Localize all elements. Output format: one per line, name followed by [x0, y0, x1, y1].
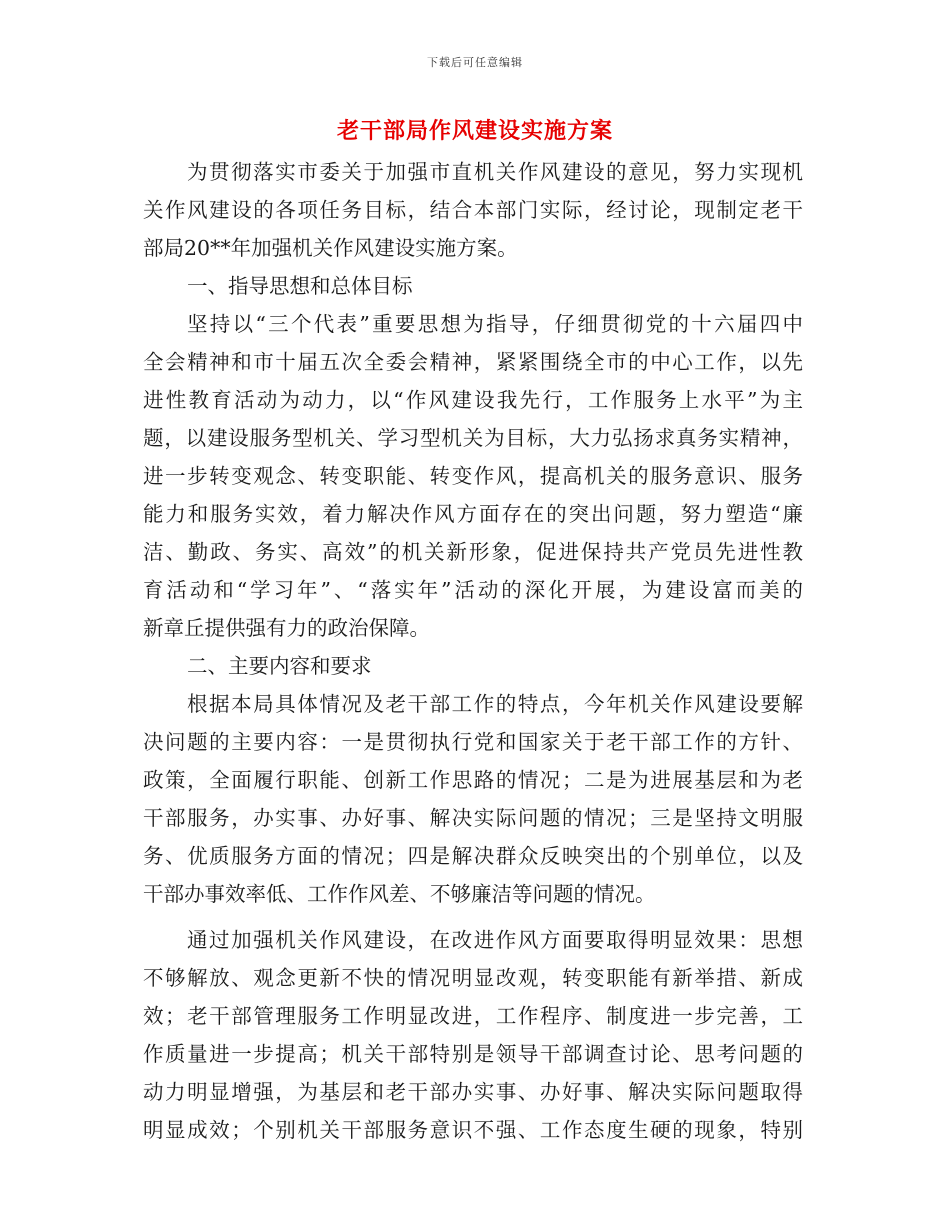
text-line: 新章丘提供强有力的政治保障。: [143, 616, 430, 640]
text-line: 关作风建设的各项任务目标，结合本部门实际，经讨论，现制定老干: [143, 198, 803, 222]
text-line: 明显成效；个别机关干部服务意识不强、工作态度生硬的现象，特别: [143, 1118, 803, 1142]
text-line: 效；老干部管理服务工作明显改进，工作程序、制度进一步完善，工: [143, 1004, 803, 1028]
document-body: [143, 153, 803, 1149]
section-heading: [143, 267, 803, 305]
paragraph: [143, 305, 803, 647]
text-line: 干部服务，办实事、办好事、解决实际问题的情况；三是坚持文明服: [143, 806, 803, 830]
text-line: 为贯彻落实市委关于加强市直机关作风建设的意见，努力实现机: [187, 160, 803, 184]
text-line: 全会精神和市十届五次全委会精神，紧紧围绕全市的中心工作，以先: [143, 350, 803, 374]
text-line: 通过加强机关作风建设，在改进作风方面要取得明显效果：思想: [187, 928, 803, 952]
paragraph: [143, 153, 803, 267]
text-line: 干部办事效率低、工作作风差、不够廉洁等问题的情况。: [143, 882, 656, 906]
paragraph: [143, 921, 803, 1149]
text-line: 题，以建设服务型机关、学习型机关为目标，大力弘扬求真务实精神，: [143, 426, 803, 450]
text-line: 育活动和“学习年”、“落实年”活动的深化开展，为建设富而美的: [143, 578, 803, 602]
text-line: 不够解放、观念更新不快的情况明显改观，转变职能有新举措、新成: [143, 966, 803, 990]
text-line: 政策，全面履行职能、创新工作思路的情况；二是为进展基层和为老: [143, 768, 803, 792]
text-line: 作质量进一步提高；机关干部特别是领导干部调查讨论、思考问题的: [143, 1042, 803, 1066]
text-line: 部局20**年加强机关作风建设实施方案。: [143, 236, 518, 260]
paragraph-gap: [143, 913, 803, 921]
paragraph: [143, 685, 803, 913]
text-line: 务、优质服务方面的情况；四是解决群众反映突出的个别单位，以及: [143, 844, 803, 868]
text-line: 能力和服务实效，着力解决作风方面存在的突出问题，努力塑造“廉: [143, 502, 803, 526]
text-line: 决问题的主要内容：一是贯彻执行党和国家关于老干部工作的方针、: [143, 730, 803, 754]
text-line: 坚持以“三个代表”重要思想为指导，仔细贯彻党的十六届四中: [187, 312, 803, 336]
header-note: 下载后可任意编辑: [427, 56, 523, 69]
text-line: 洁、勤政、务实、高效”的机关新形象，促进保持共产党员先进性教: [143, 540, 803, 564]
text-line: 进一步转变观念、转变职能、转变作风，提高机关的服务意识、服务: [143, 464, 803, 488]
section-heading: [143, 647, 803, 685]
document-title: 老干部局作风建设实施方案: [336, 118, 613, 144]
section-heading-text: 二、主要内容和要求: [187, 654, 372, 678]
section-heading-text: 一、指导思想和总体目标: [187, 274, 413, 298]
text-line: 根据本局具体情况及老干部工作的特点，今年机关作风建设要解: [187, 692, 803, 716]
text-line: 进性教育活动为动力，以“作风建设我先行，工作服务上水平”为主: [143, 388, 803, 412]
text-line: 动力明显增强，为基层和老干部办实事、办好事、解决实际问题取得: [143, 1080, 803, 1104]
